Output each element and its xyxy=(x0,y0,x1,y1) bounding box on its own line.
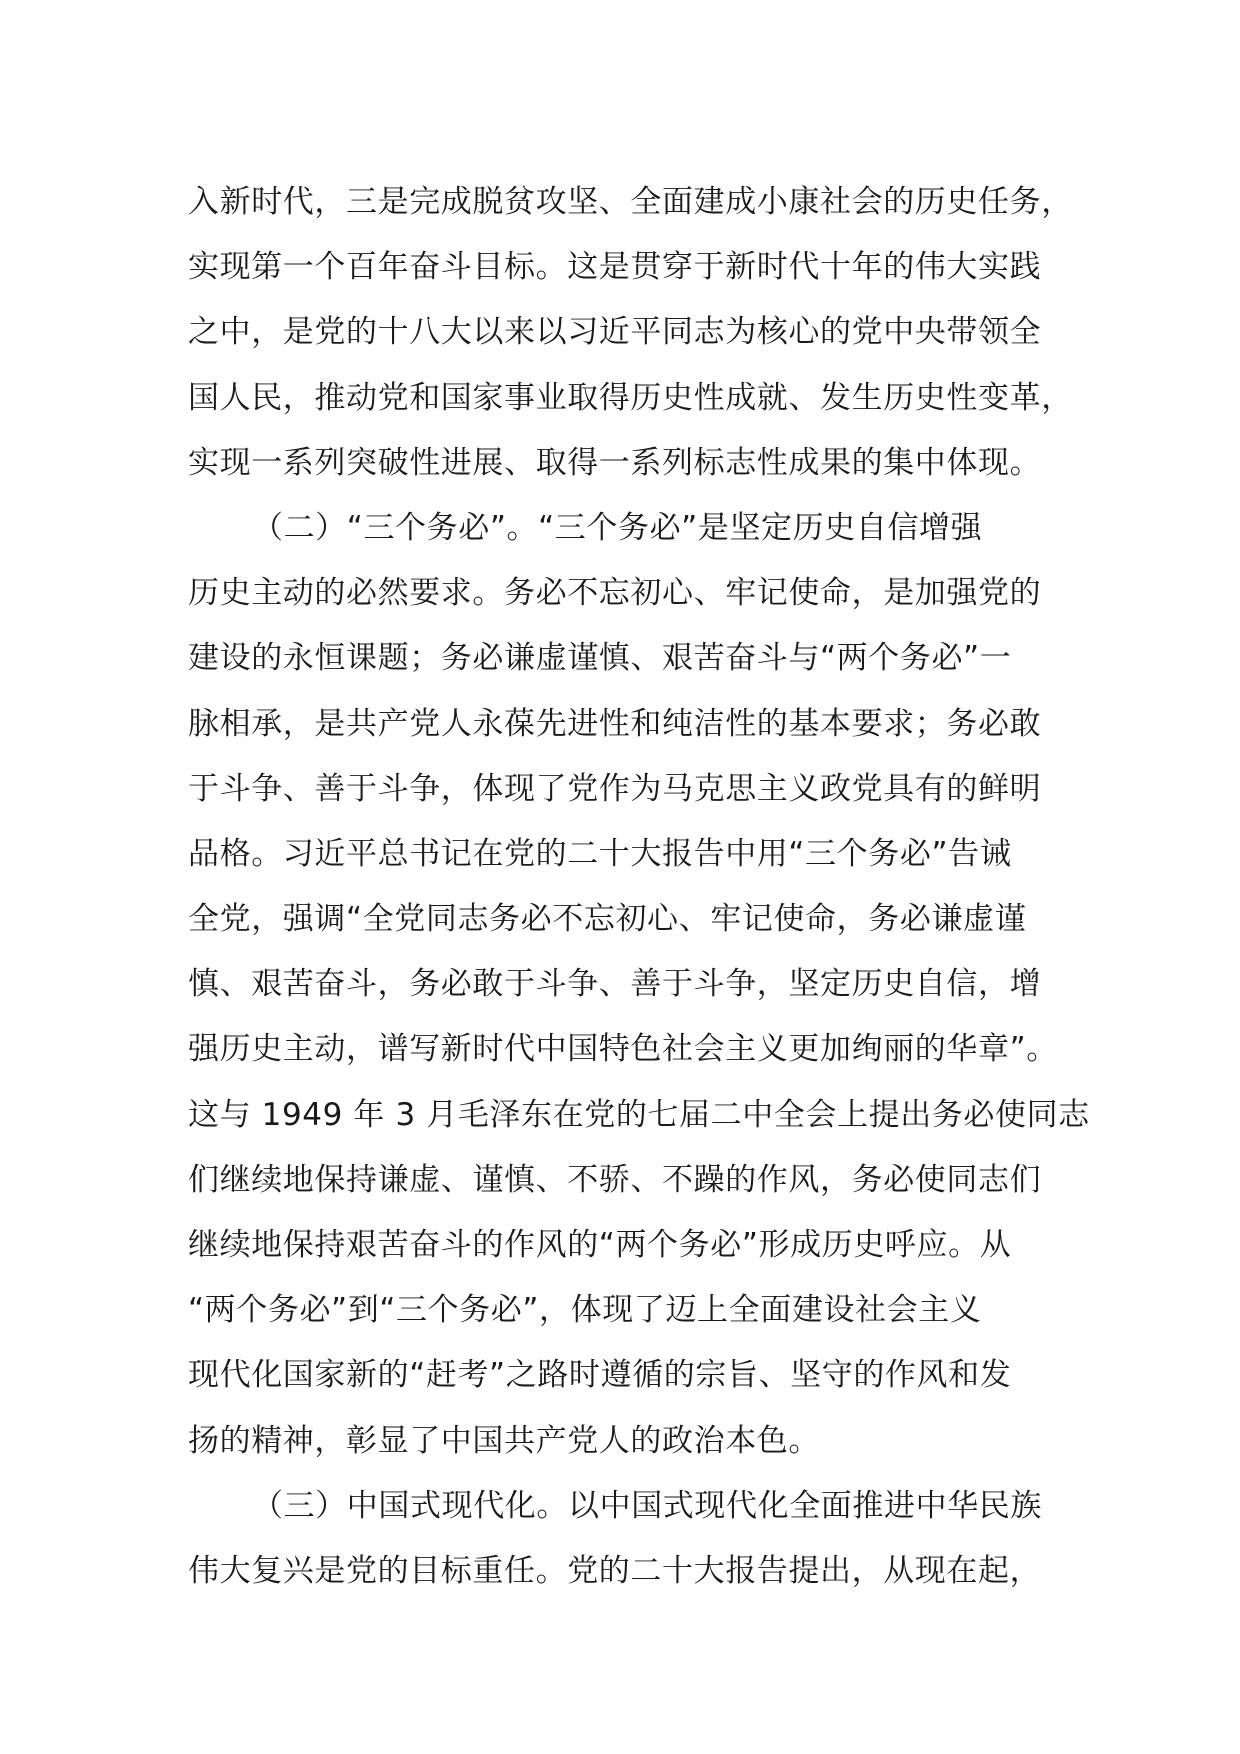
section-heading-line: （三）中国式现代化。以中国式现代化全面推进中华民族 xyxy=(252,1487,1042,1524)
document-body xyxy=(188,170,1090,1604)
text-line: 于斗争、善于斗争，体现了党作为马克思主义政党具有的鲜明 xyxy=(188,770,1042,807)
text-line: 实现第一个百年奋斗目标。这是贯穿于新时代十年的伟大实践 xyxy=(188,249,1042,286)
text-line: 继续地保持艰苦奋斗的作风的“两个务必”形成历史呼应。从 xyxy=(188,1227,1012,1263)
text-line: 慎、艰苦奋斗，务必敢于斗争、善于斗争，坚定历史自信，增 xyxy=(188,966,1042,1003)
text-line: 之中，是党的十八大以来以习近平同志为核心的党中央带领全 xyxy=(188,314,1042,351)
text-line: 脉相承，是共产党人永葆先进性和纯洁性的基本要求；务必敢 xyxy=(188,705,1042,742)
text-line: 历史主动的必然要求。务必不忘初心、牢记使命，是加强党的 xyxy=(188,575,1042,612)
text-line: 扬的精神，彰显了中国共产党人的政治本色。 xyxy=(188,1422,820,1459)
text-line: “两个务必”到“三个务必”，体现了迈上全面建设社会主义 xyxy=(188,1292,982,1329)
section-heading-line: （二）“三个务必”。“三个务必”是坚定历史自信增强 xyxy=(252,509,983,546)
text-line: 国人民，推动党和国家事业取得历史性成就、发生历史性变革， xyxy=(188,379,1073,416)
text-line: 实现一系列突破性进展、取得一系列标志性成果的集中体现。 xyxy=(188,444,1042,481)
text-line: 建设的永恒课题；务必谦虚谨慎、艰苦奋斗与“两个务必”一 xyxy=(188,640,1012,677)
text-line: 入新时代，三是完成脱贫攻坚、全面建成小康社会的历史任务， xyxy=(188,184,1073,220)
text-line: 强历史主动，谱写新时代中国特色社会主义更加绚丽的华章”。 xyxy=(188,1031,1058,1068)
text-line: 伟大复兴是党的目标重任。党的二十大报告提出，从现在起， xyxy=(188,1552,1042,1589)
text-line: 这与 1949 年 3 月毛泽东在党的七届二中全会上提出务必使同志 xyxy=(188,1096,1090,1133)
text-line: 现代化国家新的“赶考”之路时遵循的宗旨、坚守的作风和发 xyxy=(188,1357,1012,1394)
text-line: 品格。习近平总书记在党的二十大报告中用“三个务必”告诫 xyxy=(188,835,1012,872)
text-line: 全党，强调“全党同志务必不忘初心、牢记使命，务必谦虚谨 xyxy=(188,901,1027,938)
text-line: 们继续地保持谦虚、谨慎、不骄、不躁的作风，务必使同志们 xyxy=(188,1161,1042,1198)
